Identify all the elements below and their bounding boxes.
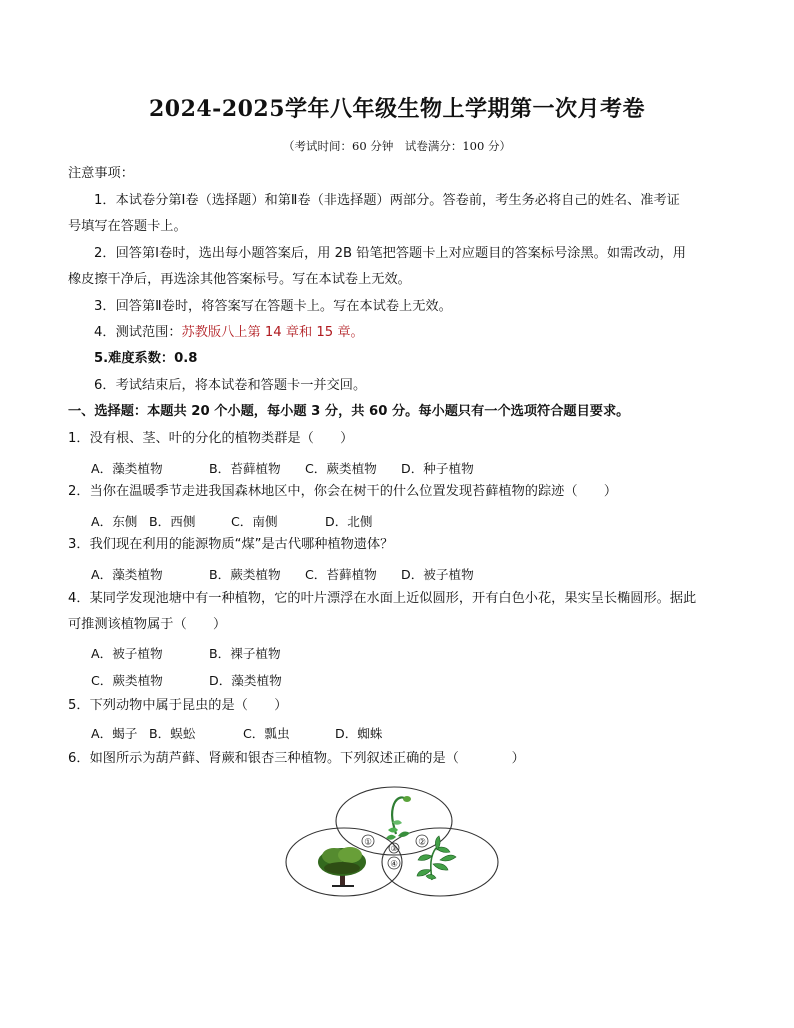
exam-subtitle: （考试时间：60 分钟 试卷满分：100 分）	[283, 139, 511, 153]
question-1-stem: 1．没有根、茎、叶的分化的植物类群是（ ）	[68, 431, 354, 446]
venn-diagram	[280, 784, 510, 902]
question-5-options	[91, 723, 382, 742]
option-b[interactable]: B．蜈蚣	[149, 726, 196, 741]
option-b[interactable]: B．西侧	[149, 514, 196, 529]
notice-item-1b: 号填写在答题卡上。	[68, 219, 187, 234]
question-3-options	[91, 564, 474, 583]
venn-circle-right	[382, 828, 498, 896]
question-4-options-row1	[91, 643, 281, 662]
ginkgo-tree-icon	[318, 847, 366, 887]
option-d[interactable]: D．北侧	[325, 514, 373, 529]
notice-item-3: 3．回答第Ⅱ卷时，将答案写在答题卡上。写在本试卷上无效。	[94, 299, 452, 314]
notice-item-6: 6．考试结束后，将本试卷和答题卡一并交回。	[94, 378, 367, 393]
venn-label-4: ④	[390, 859, 398, 870]
option-c[interactable]: C．瓢虫	[243, 726, 290, 741]
question-3-stem: 3．我们现在利用的能源物质“煤”是古代哪种植物遗体？	[68, 537, 394, 552]
option-d[interactable]: D．藻类植物	[209, 673, 282, 688]
notice-item-4-value: 苏教版八上第 14 章和 15 章。	[181, 325, 364, 340]
question-4-stem-b: 可推测该植物属于（ ）	[68, 617, 227, 632]
option-b[interactable]: B．苔藓植物	[209, 461, 281, 476]
option-a[interactable]: A．东侧	[91, 514, 138, 529]
question-4-stem-a: 4．某同学发现池塘中有一种植物，它的叶片漂浮在水面上近似圆形，开有白色小花，果实呈长椭圆形。据此	[68, 591, 697, 606]
option-c[interactable]: C．苔藓植物	[305, 567, 377, 582]
option-a[interactable]: A．被子植物	[91, 646, 163, 661]
notice-item-2a: 2．回答第Ⅰ卷时，选出每小题答案后，用 2B 铅笔把答题卡上对应题目的答案标号涂黑。如需改动，用	[94, 246, 686, 261]
notice-item-4	[94, 323, 754, 343]
option-b[interactable]: B．裸子植物	[209, 646, 281, 661]
question-6-stem: 6．如图所示为葫芦藓、肾蕨和银杏三种植物。下列叙述正确的是（ ）	[68, 751, 525, 766]
question-1-options	[91, 458, 474, 477]
exam-title: 2024-2025学年八年级生物上学期第一次月考卷	[148, 96, 646, 122]
question-5-stem: 5．下列动物中属于昆虫的是（ ）	[68, 698, 288, 713]
section-heading: 一、选择题：本题共 20 个小题，每小题 3 分，共 60 分。每小题只有一个选项符合题目要求。	[68, 404, 630, 419]
question-2-options	[91, 511, 372, 530]
notice-heading: 注意事项：	[68, 166, 134, 181]
question-2-stem: 2．当你在温暖季节走进我国森林地区中，你会在树干的什么位置发现苔藓植物的踪迹（ ）	[68, 484, 618, 499]
moss-plant-icon	[386, 796, 411, 840]
option-a[interactable]: A．藻类植物	[91, 461, 163, 476]
venn-label-3: ③	[390, 844, 398, 853]
notice-item-1a: 1．本试卷分第Ⅰ卷（选择题）和第Ⅱ卷（非选择题）两部分。答卷前，考生务必将自己的姓名、准考证	[94, 193, 680, 208]
option-a[interactable]: A．蝎子	[91, 726, 138, 741]
option-c[interactable]: C．蕨类植物	[91, 673, 163, 688]
venn-label-1: ①	[364, 837, 372, 848]
option-d[interactable]: D．被子植物	[401, 567, 474, 582]
option-a[interactable]: A．藻类植物	[91, 567, 163, 582]
option-c[interactable]: C．南侧	[231, 514, 278, 529]
option-d[interactable]: D．蜘蛛	[335, 726, 383, 741]
option-b[interactable]: B．蕨类植物	[209, 567, 281, 582]
option-c[interactable]: C．蕨类植物	[305, 461, 377, 476]
option-d[interactable]: D．种子植物	[401, 461, 474, 476]
notice-item-2b: 橡皮擦干净后，再选涂其他答案标号。写在本试卷上无效。	[68, 272, 411, 287]
notice-item-4-label: 4．测试范围：	[94, 325, 182, 340]
venn-label-2: ②	[418, 837, 426, 848]
question-4-options-row2	[91, 670, 282, 689]
notice-item-5: 5.难度系数：0.8	[94, 351, 198, 366]
